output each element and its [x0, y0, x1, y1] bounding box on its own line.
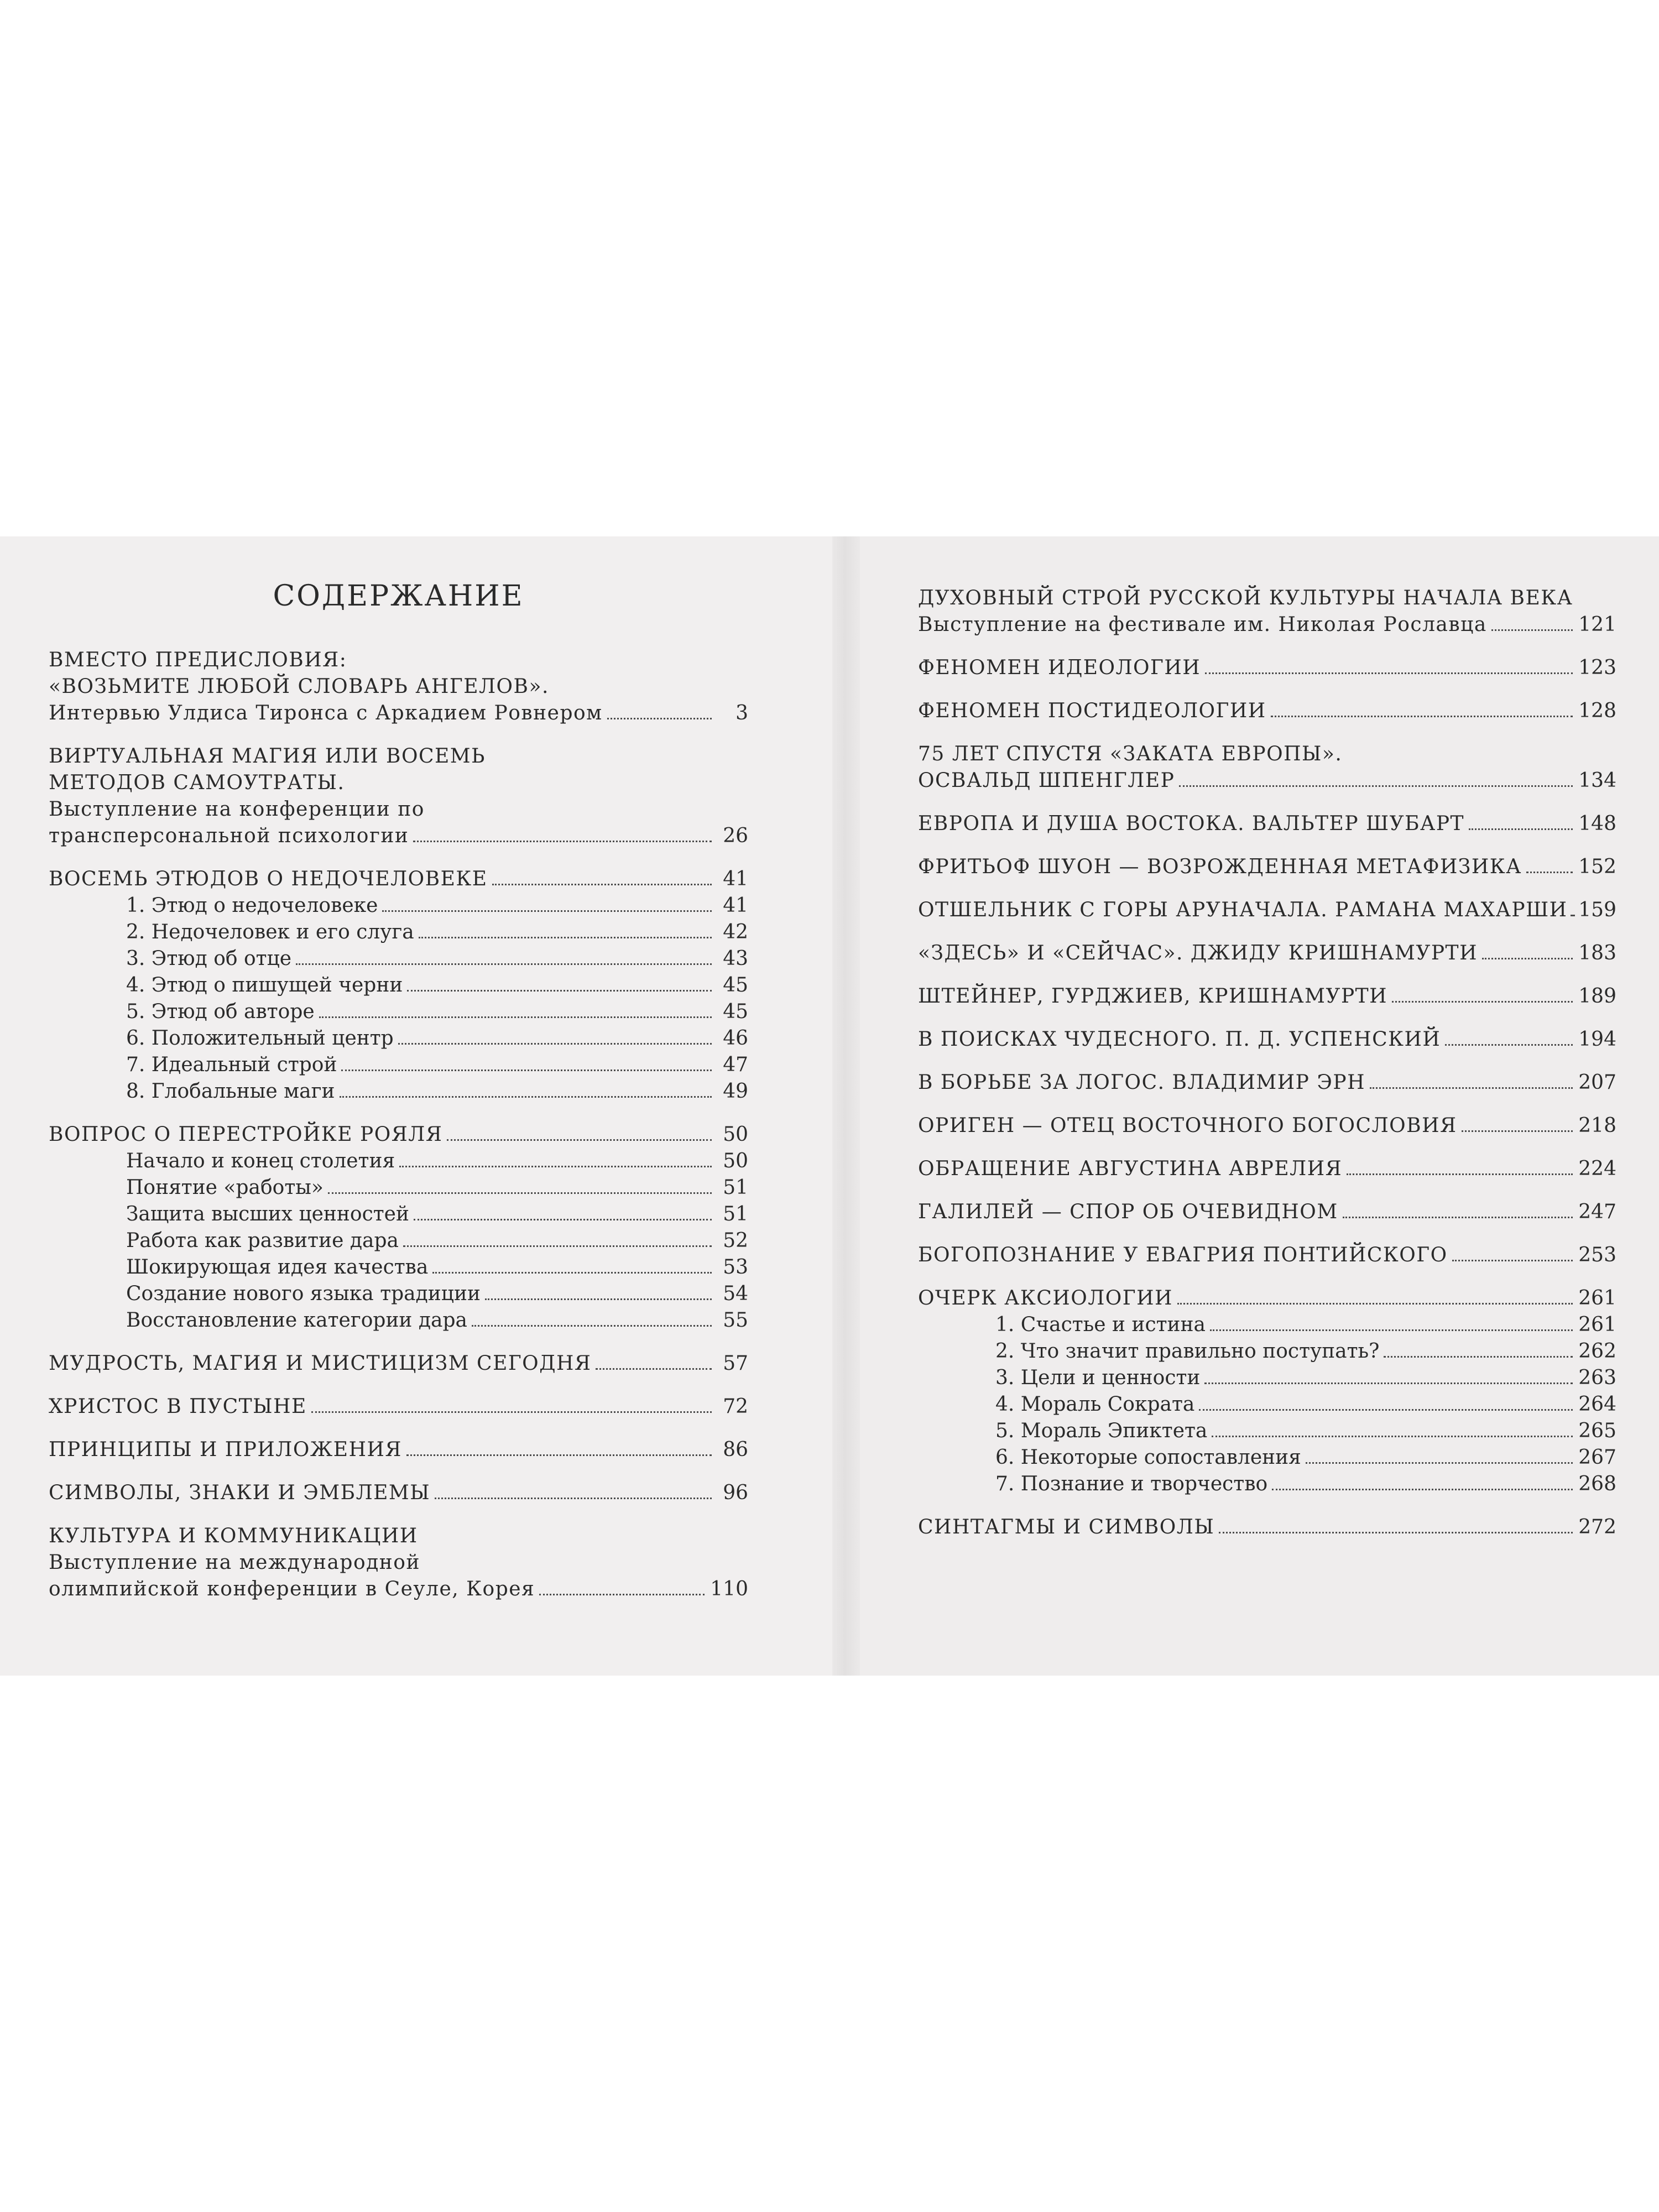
dot-leader — [1210, 1329, 1573, 1331]
toc-entry — [918, 1444, 1616, 1471]
toc-entry-title: 1. Этюд о недочеловеке — [126, 894, 378, 917]
dot-leader — [406, 1454, 712, 1456]
dot-leader — [319, 1016, 712, 1018]
toc-entry-title: 1. Счастье и истина — [995, 1313, 1206, 1336]
dot-leader — [1462, 1130, 1573, 1132]
toc-entry-page: 267 — [1578, 1446, 1616, 1469]
toc-entry — [49, 770, 748, 796]
toc-entry-title: Шокирующая идея качества — [126, 1256, 429, 1279]
toc-entry-page: 41 — [723, 868, 748, 890]
toc-entry-page: 57 — [723, 1352, 748, 1375]
dot-leader — [1306, 1462, 1573, 1464]
toc-entry-title: ОРИГЕН — ОТЕЦ ВОСТОЧНОГО БОГОСЛОВИЯ — [918, 1114, 1457, 1137]
toc-entry-page: 46 — [723, 1027, 748, 1050]
toc-entry-page: 128 — [1578, 700, 1616, 722]
toc-entry-page: 159 — [1578, 899, 1616, 921]
toc-entry-title: ВМЕСТО ПРЕДИСЛОВИЯ: — [49, 649, 347, 671]
dot-leader — [1392, 1001, 1573, 1003]
toc-entry-title: ВОПРОС О ПЕРЕСТРОЙКЕ РОЯЛЯ — [49, 1123, 443, 1146]
toc-entry — [49, 893, 748, 919]
toc-entry-title: ФЕНОМЕН ИДЕОЛОГИИ — [918, 656, 1201, 679]
book-spread — [0, 536, 1659, 1676]
toc-entry-page: 123 — [1578, 656, 1616, 679]
toc-entry — [49, 1121, 748, 1148]
toc-entry — [49, 1480, 748, 1506]
toc-entry-title: ПРИНЦИПЫ И ПРИЛОЖЕНИЯ — [49, 1438, 402, 1461]
toc-entry-title: Понятие «работы» — [126, 1176, 324, 1199]
toc-entry-title: Восстановление категории дара — [126, 1309, 468, 1332]
dot-leader — [1526, 872, 1573, 873]
toc-entry-title: ОБРАЩЕНИЕ АВГУСТИНА АВРЕЛИЯ — [918, 1157, 1343, 1180]
toc-entry-title: МУДРОСТЬ, МАГИЯ И МИСТИЦИЗМ СЕГОДНЯ — [49, 1352, 592, 1375]
toc-entry-title: Выступление на международной — [49, 1551, 420, 1574]
toc-entry — [918, 1365, 1616, 1391]
toc-entry-page: 26 — [723, 825, 748, 847]
toc-entry — [49, 823, 748, 849]
dot-leader — [1370, 1087, 1573, 1089]
toc-entry — [49, 700, 748, 727]
toc-entry-page: 264 — [1578, 1393, 1616, 1416]
toc-entry-page: 110 — [710, 1578, 748, 1600]
toc-entry-title: ГАЛИЛЕЙ — СПОР ОБ ОЧЕВИДНОМ — [918, 1201, 1338, 1223]
toc-entry-page: 96 — [723, 1481, 748, 1504]
toc-entry — [918, 1338, 1616, 1365]
toc-entry-page: 41 — [723, 894, 748, 917]
toc-entry-title: 5. Этюд об авторе — [126, 1000, 315, 1023]
toc-entry-page: 54 — [723, 1282, 748, 1305]
toc-entry — [49, 1078, 748, 1105]
dot-leader — [419, 937, 712, 938]
dot-leader — [1212, 1436, 1573, 1437]
toc-entry-title: В БОРЬБЕ ЗА ЛОГОС. ВЛАДИМИР ЭРН — [918, 1071, 1366, 1094]
toc-entry — [918, 983, 1616, 1010]
toc-entry-page: 50 — [723, 1123, 748, 1146]
dot-leader — [414, 1219, 712, 1220]
dot-leader — [341, 1070, 712, 1071]
toc-entry-page: 50 — [723, 1150, 748, 1172]
toc-entry-title: 7. Познание и творчество — [995, 1473, 1268, 1495]
toc-entry-title: Выступление на фестивале им. Николая Рославца — [918, 613, 1487, 636]
toc-entry-title: ОСВАЛЬД ШПЕНГЛЕР — [918, 769, 1175, 792]
dot-leader — [1177, 1303, 1573, 1305]
toc-entry — [49, 1576, 748, 1603]
toc-entry-title: 3. Цели и ценности — [995, 1366, 1201, 1389]
dot-leader — [1347, 1173, 1573, 1175]
toc-entry — [49, 674, 748, 700]
toc-entry-title: 2. Что значит правильно поступать? — [995, 1340, 1380, 1363]
toc-entry — [918, 1026, 1616, 1053]
toc-entry-page: 272 — [1578, 1516, 1616, 1538]
toc-entry-title: В ПОИСКАХ ЧУДЕСНОГО. П. Д. УСПЕНСКИЙ — [918, 1028, 1441, 1051]
toc-entry — [49, 1025, 748, 1052]
toc-entry-page: 268 — [1578, 1473, 1616, 1495]
toc-entry-title: 6. Некоторые сопоставления — [995, 1446, 1301, 1469]
toc-entry — [918, 940, 1616, 967]
toc-entry — [918, 741, 1616, 768]
toc-entry-title: ХРИСТОС В ПУСТЫНЕ — [49, 1395, 307, 1418]
dot-leader — [399, 1166, 712, 1167]
toc-entry-page: 55 — [723, 1309, 748, 1332]
toc-entry — [49, 1350, 748, 1377]
toc-entry-title: КУЛЬТУРА И КОММУНИКАЦИИ — [49, 1525, 418, 1547]
toc-entry-page: 261 — [1578, 1313, 1616, 1336]
toc-entry-page: 194 — [1578, 1028, 1616, 1051]
dot-leader — [1219, 1532, 1573, 1533]
toc-entry — [918, 612, 1616, 638]
toc-entry-page: 218 — [1578, 1114, 1616, 1137]
toc-entry — [918, 768, 1616, 794]
toc-entry-page: 207 — [1578, 1071, 1616, 1094]
toc-entry — [918, 1471, 1616, 1498]
toc-entry — [918, 897, 1616, 924]
left-toc — [49, 536, 748, 1603]
toc-entry — [918, 1312, 1616, 1338]
dot-leader — [407, 990, 712, 992]
toc-entry-title: ОЧЕРК АКСИОЛОГИИ — [918, 1287, 1173, 1310]
toc-entry-page: 72 — [723, 1395, 748, 1418]
dot-leader — [398, 1043, 712, 1045]
toc-entry-title: 7. Идеальный строй — [126, 1053, 337, 1076]
toc-entry-page: 86 — [723, 1438, 748, 1461]
toc-entry — [918, 854, 1616, 880]
toc-entry-title: Выступление на конференции по — [49, 798, 425, 821]
toc-entry-page: 148 — [1578, 812, 1616, 835]
toc-entry-page: 253 — [1578, 1244, 1616, 1266]
dot-leader — [1271, 716, 1573, 717]
toc-entry-title: 3. Этюд об отце — [126, 947, 292, 970]
dot-leader — [607, 718, 712, 719]
toc-entry-title: МЕТОДОВ САМОУТРАТЫ. — [49, 771, 345, 794]
toc-entry-title: Защита высших ценностей — [126, 1203, 409, 1225]
dot-leader — [1491, 629, 1573, 631]
dot-leader — [472, 1325, 712, 1327]
toc-entry-page: 3 — [735, 702, 748, 724]
dot-leader — [1384, 1356, 1573, 1358]
toc-entry-title: «ВОЗЬМИТЕ ЛЮБОЙ СЛОВАРЬ АНГЕЛОВ». — [49, 675, 549, 698]
page-title: СОДЕРЖАНИЕ — [273, 580, 524, 613]
toc-entry — [49, 1307, 748, 1334]
toc-entry-title: 2. Недочеловек и его слуга — [126, 921, 414, 943]
toc-entry-title: Начало и конец столетия — [126, 1150, 395, 1172]
dot-leader — [328, 1192, 712, 1194]
toc-entry — [49, 1281, 748, 1307]
toc-entry — [918, 655, 1616, 681]
toc-entry — [918, 1070, 1616, 1096]
dot-leader — [413, 841, 712, 842]
dot-leader — [432, 1272, 712, 1274]
dot-leader — [340, 1096, 712, 1098]
toc-entry-title: ВИРТУАЛЬНАЯ МАГИЯ ИЛИ ВОСЕМЬ — [49, 745, 486, 768]
toc-entry-page: 45 — [723, 1000, 748, 1023]
toc-entry-title: трансперсональной психологии — [49, 825, 409, 847]
toc-entry-page: 224 — [1578, 1157, 1616, 1180]
toc-entry — [49, 1394, 748, 1420]
toc-entry — [49, 647, 748, 674]
toc-entry-title: 6. Положительный центр — [126, 1027, 394, 1050]
toc-entry — [49, 1523, 748, 1550]
toc-entry — [918, 1285, 1616, 1312]
toc-entry-title: 8. Глобальные маги — [126, 1080, 335, 1103]
toc-entry-page: 43 — [723, 947, 748, 970]
dot-leader — [492, 884, 712, 885]
dot-leader — [1204, 1383, 1573, 1384]
dot-leader — [1343, 1217, 1573, 1218]
toc-entry-title: Создание нового языка традиции — [126, 1282, 481, 1305]
toc-entry-page: 263 — [1578, 1366, 1616, 1389]
book-gutter — [832, 536, 860, 1676]
toc-entry-title: ФРИТЬОФ ШУОН — ВОЗРОЖДЕННАЯ МЕТАФИЗИКА — [918, 855, 1522, 878]
toc-entry — [49, 1201, 748, 1228]
dot-leader — [382, 910, 712, 912]
dot-leader — [1179, 785, 1573, 787]
right-top-spacer — [918, 536, 1616, 585]
toc-entry-title: Работа как развитие дара — [126, 1229, 399, 1252]
dot-leader — [485, 1298, 712, 1300]
toc-entry — [918, 1199, 1616, 1225]
dot-leader — [1469, 828, 1573, 830]
toc-entry-title: ДУХОВНЫЙ СТРОЙ РУССКОЙ КУЛЬТУРЫ НАЧАЛА ВЕКА — [918, 587, 1573, 609]
toc-entry-title: ОТШЕЛЬНИК С ГОРЫ АРУНАЧАЛА. РАМАНА МАХАРШИ — [918, 899, 1568, 921]
toc-entry — [49, 972, 748, 999]
toc-entry — [918, 585, 1616, 612]
toc-entry-page: 51 — [723, 1176, 748, 1199]
toc-entry-title: 5. Мораль Эпиктета — [995, 1420, 1208, 1442]
toc-entry — [918, 1242, 1616, 1269]
toc-entry-page: 152 — [1578, 855, 1616, 878]
dot-leader — [596, 1368, 712, 1370]
dot-leader — [1452, 1260, 1573, 1261]
toc-entry — [918, 1418, 1616, 1444]
toc-entry-page: 262 — [1578, 1340, 1616, 1363]
toc-entry-title: олимпийской конференции в Сеуле, Корея — [49, 1578, 535, 1600]
toc-entry — [49, 1437, 748, 1463]
toc-entry — [918, 811, 1616, 837]
toc-entry-title: ВОСЕМЬ ЭТЮДОВ О НЕДОЧЕЛОВЕКЕ — [49, 868, 488, 890]
dot-leader — [296, 963, 712, 965]
right-toc — [918, 536, 1616, 1541]
toc-entry-title: ЕВРОПА И ДУША ВОСТОКА. ВАЛЬТЕР ШУБАРТ — [918, 812, 1465, 835]
dot-leader — [403, 1245, 712, 1247]
toc-entry — [49, 999, 748, 1025]
dot-leader — [311, 1411, 712, 1413]
toc-entry — [49, 1148, 748, 1175]
toc-entry-page: 51 — [723, 1203, 748, 1225]
toc-entry-title: СИНТАГМЫ И СИМВОЛЫ — [918, 1516, 1215, 1538]
toc-entry-title: 4. Мораль Сократа — [995, 1393, 1195, 1416]
toc-entry-page: 134 — [1578, 769, 1616, 792]
dot-leader — [1482, 958, 1573, 959]
toc-entry-title: ФЕНОМЕН ПОСТИДЕОЛОГИИ — [918, 700, 1266, 722]
dot-leader — [1205, 672, 1573, 674]
toc-entry — [49, 866, 748, 893]
dot-leader — [447, 1139, 712, 1141]
toc-entry-title: 75 ЛЕТ СПУСТЯ «ЗАКАТА ЕВРОПЫ». — [918, 743, 1343, 765]
dot-leader — [539, 1594, 705, 1595]
toc-entry — [49, 1052, 748, 1078]
dot-leader — [1572, 915, 1573, 916]
toc-entry-page: 49 — [723, 1080, 748, 1103]
toc-entry — [49, 1228, 748, 1254]
toc-entry-title: 4. Этюд о пишущей черни — [126, 974, 403, 997]
toc-entry — [49, 919, 748, 946]
toc-entry-page: 261 — [1578, 1287, 1616, 1310]
dot-leader — [435, 1498, 712, 1499]
toc-entry-page: 52 — [723, 1229, 748, 1252]
toc-entry — [918, 1113, 1616, 1139]
toc-entry — [918, 1391, 1616, 1418]
toc-entry-page: 189 — [1578, 985, 1616, 1008]
toc-entry — [49, 946, 748, 972]
dot-leader — [1272, 1489, 1573, 1490]
toc-entry-page: 42 — [723, 921, 748, 943]
toc-entry — [49, 796, 748, 823]
toc-entry-page: 265 — [1578, 1420, 1616, 1442]
toc-entry-title: БОГОПОЗНАНИЕ У ЕВАГРИЯ ПОНТИЙСКОГО — [918, 1244, 1448, 1266]
toc-entry-page: 121 — [1578, 613, 1616, 636]
toc-entry-page: 53 — [723, 1256, 748, 1279]
dot-leader — [1199, 1409, 1573, 1411]
toc-entry — [49, 1254, 748, 1281]
dot-leader — [1445, 1044, 1573, 1046]
toc-entry-title: ШТЕЙНЕР, ГУРДЖИЕВ, КРИШНАМУРТИ — [918, 985, 1388, 1008]
right-toc-list — [918, 585, 1616, 1541]
toc-entry — [918, 1156, 1616, 1182]
toc-entry-title: «ЗДЕСЬ» И «СЕЙЧАС». ДЖИДУ КРИШНАМУРТИ — [918, 942, 1478, 964]
toc-entry — [918, 1514, 1616, 1541]
toc-entry-page: 45 — [723, 974, 748, 997]
toc-entry-title: Интервью Улдиса Тиронса с Аркадием Ровнером — [49, 702, 603, 724]
toc-entry-title: СИМВОЛЫ, ЗНАКИ И ЭМБЛЕМЫ — [49, 1481, 431, 1504]
toc-entry — [49, 1550, 748, 1576]
toc-entry — [918, 698, 1616, 724]
left-toc-list — [49, 647, 748, 1603]
toc-entry-page: 183 — [1578, 942, 1616, 964]
toc-entry — [49, 1175, 748, 1201]
toc-entry — [49, 743, 748, 770]
toc-entry-page: 47 — [723, 1053, 748, 1076]
toc-entry-page: 247 — [1578, 1201, 1616, 1223]
